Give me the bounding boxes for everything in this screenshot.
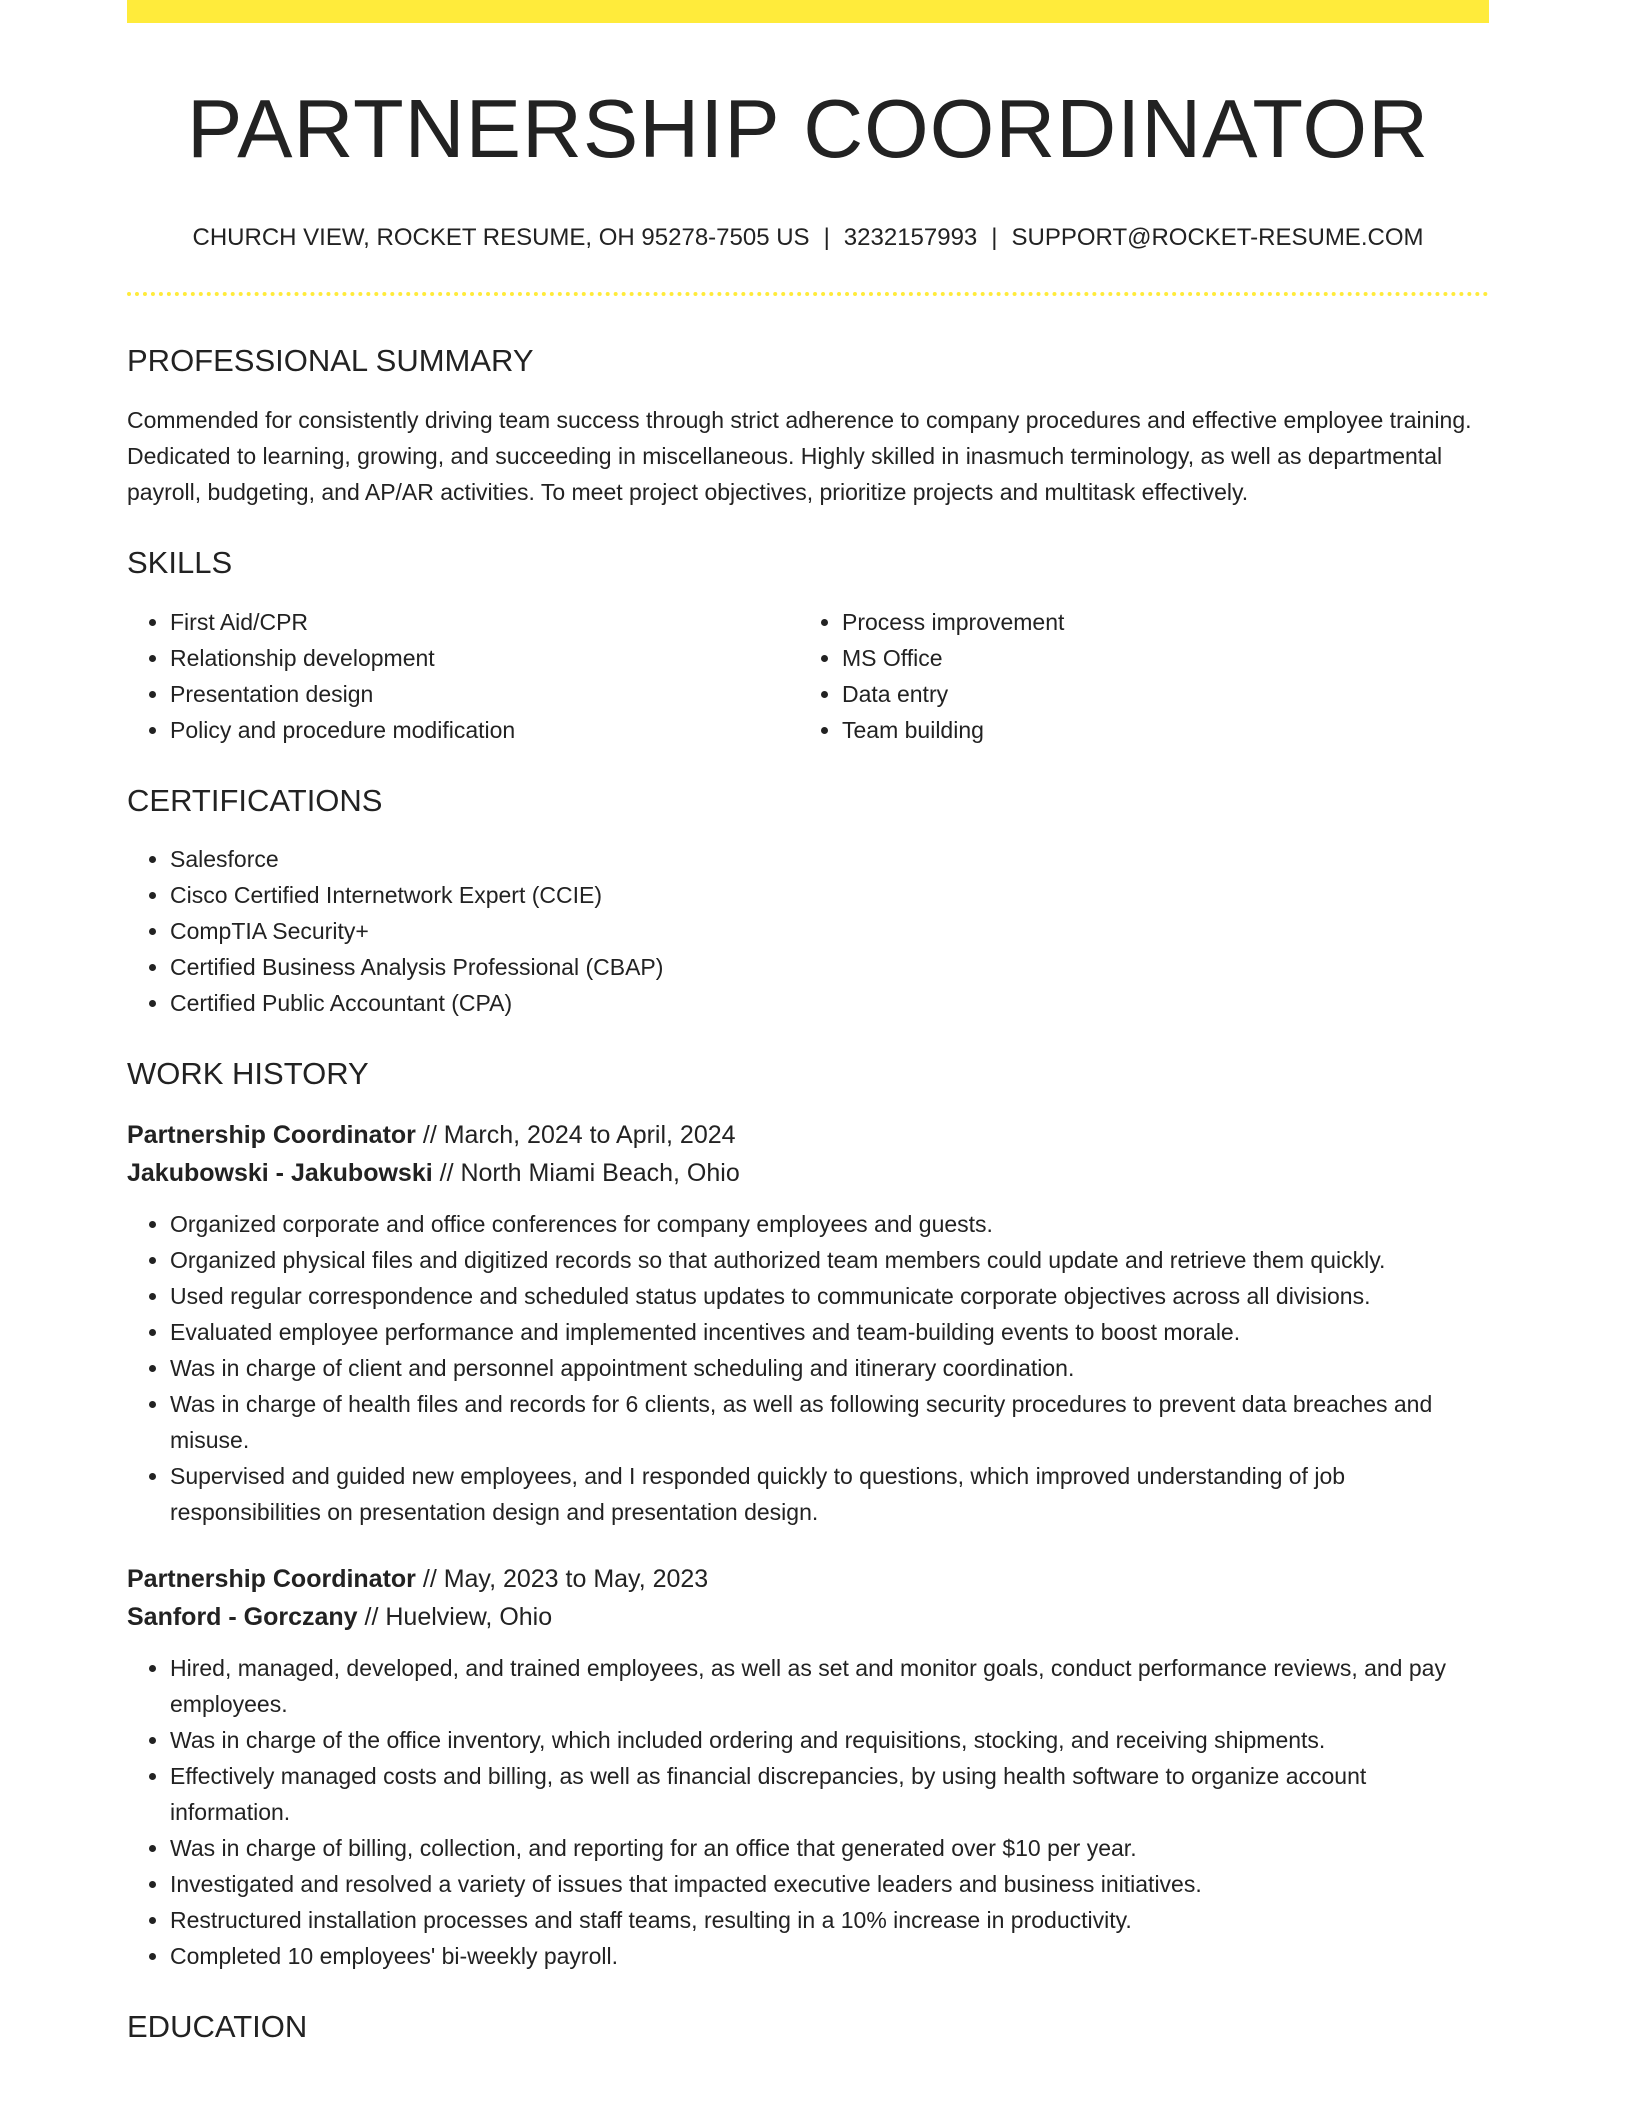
skill-item: • Process improvement [842, 604, 1471, 640]
job-dates: // March, 2024 to April, 2024 [415, 1121, 736, 1150]
skills-section [127, 544, 1489, 747]
certification-item: • Cisco Certified Internetwork Expert (CCIE) [170, 877, 1489, 913]
job-role: Partnership Coordinator [127, 1121, 416, 1150]
job-bullets [127, 1206, 1489, 1530]
job-bullet: • Was in charge of billing, collection, and reporting for an office that generated over $10 per year. [170, 1830, 1489, 1866]
certifications-section [127, 782, 1489, 1021]
skills-list-left [127, 604, 799, 748]
job-dates: // May, 2023 to May, 2023 [415, 1565, 709, 1594]
certification-item: • Salesforce [170, 841, 1489, 877]
job-title-line [127, 1560, 1489, 1598]
skill-item: • Policy and procedure modification [170, 712, 799, 748]
contact-phone: 3232157993 [843, 224, 978, 252]
job-bullet: • Was in charge of health files and records for 6 clients, as well as following security procedures to prevent data breaches and misuse. [170, 1386, 1489, 1458]
job-bullet: • Supervised and guided new employees, and I responded quickly to questions, which improved understanding of job responsibilities on presentation design and presentation design. [170, 1458, 1489, 1530]
contact-address: CHURCH VIEW, ROCKET RESUME, OH 95278-7505 US [192, 224, 810, 252]
job-bullet: • Evaluated employee performance and implemented incentives and team-building events to boost morale. [170, 1314, 1489, 1350]
job-company-line [127, 1598, 1489, 1636]
skill-item: • MS Office [842, 640, 1471, 676]
skill-item: • First Aid/CPR [170, 604, 799, 640]
skill-item: • Presentation design [170, 676, 799, 712]
job-bullet: • Organized physical files and digitized records so that authorized team members could update and retrieve them quickly. [170, 1242, 1489, 1278]
skills-grid [127, 604, 1489, 748]
job-bullet: • Hired, managed, developed, and trained employees, as well as set and monitor goals, conduct performance reviews, and pay employees. [170, 1650, 1489, 1722]
certifications-list [127, 841, 1489, 1021]
skill-item: • Relationship development [170, 640, 799, 676]
summary-text: Commended for consistently driving team success through strict adherence to company procedures and effective employee training. Dedicated to learning, growing, and succeeding in miscellaneous. Highly skilled in inasmuch terminology, as well as departmental payroll, budgeting, and AP/AR activities. To meet project objectives, prioritize projects and multitask effectively. [127, 407, 1472, 506]
skills-heading: SKILLS [127, 545, 233, 581]
job-bullet: • Organized corporate and office conferences for company employees and guests. [170, 1206, 1489, 1242]
work-history-section [127, 1055, 1489, 1974]
certification-item: • Certified Public Accountant (CPA) [170, 985, 1489, 1021]
skill-item: • Team building [842, 712, 1471, 748]
contact-line [127, 224, 1489, 252]
skills-list-right [799, 604, 1471, 748]
job-entry [127, 1560, 1489, 1974]
certification-item: • Certified Business Analysis Professional (CBAP) [170, 949, 1489, 985]
job-bullet: • Restructured installation processes and staff teams, resulting in a 10% increase in productivity. [170, 1902, 1489, 1938]
job-company: Sanford - Gorczany [127, 1603, 358, 1632]
certification-item: • CompTIA Security+ [170, 913, 1489, 949]
header-divider [127, 292, 1489, 296]
contact-separator: | [991, 224, 998, 252]
job-bullet: • Effectively managed costs and billing, as well as financial discrepancies, by using health software to organize account information. [170, 1758, 1489, 1830]
resume-title: PARTNERSHIP COORDINATOR [186, 82, 1430, 175]
job-bullets [127, 1650, 1489, 1974]
skill-item: • Data entry [842, 676, 1471, 712]
education-section [127, 2008, 1489, 2045]
resume-page [127, 0, 1489, 2045]
job-entry [127, 1116, 1489, 1530]
job-location: // North Miami Beach, Ohio [432, 1159, 740, 1188]
contact-email: SUPPORT@ROCKET-RESUME.COM [1011, 224, 1424, 252]
job-header [127, 1116, 1489, 1192]
job-bullet: • Was in charge of client and personnel appointment scheduling and itinerary coordination. [170, 1350, 1489, 1386]
job-location: // Huelview, Ohio [357, 1603, 553, 1632]
job-title-line [127, 1116, 1489, 1154]
certifications-heading: CERTIFICATIONS [127, 782, 383, 818]
job-company-line [127, 1154, 1489, 1192]
top-accent-bar [127, 0, 1489, 23]
job-bullet: • Completed 10 employees' bi-weekly payroll. [170, 1938, 1489, 1974]
work-history-heading: WORK HISTORY [127, 1055, 369, 1091]
job-bullet: • Investigated and resolved a variety of issues that impacted executive leaders and business initiatives. [170, 1866, 1489, 1902]
job-role: Partnership Coordinator [127, 1565, 416, 1594]
job-header [127, 1560, 1489, 1636]
job-company: Jakubowski - Jakubowski [127, 1159, 433, 1188]
contact-separator: | [823, 224, 830, 252]
job-bullet: • Used regular correspondence and scheduled status updates to communicate corporate objectives across all divisions. [170, 1278, 1489, 1314]
summary-heading: PROFESSIONAL SUMMARY [127, 343, 534, 379]
education-heading: EDUCATION [127, 2009, 308, 2045]
job-bullet: • Was in charge of the office inventory, which included ordering and requisitions, stocking, and receiving shipments. [170, 1722, 1489, 1758]
